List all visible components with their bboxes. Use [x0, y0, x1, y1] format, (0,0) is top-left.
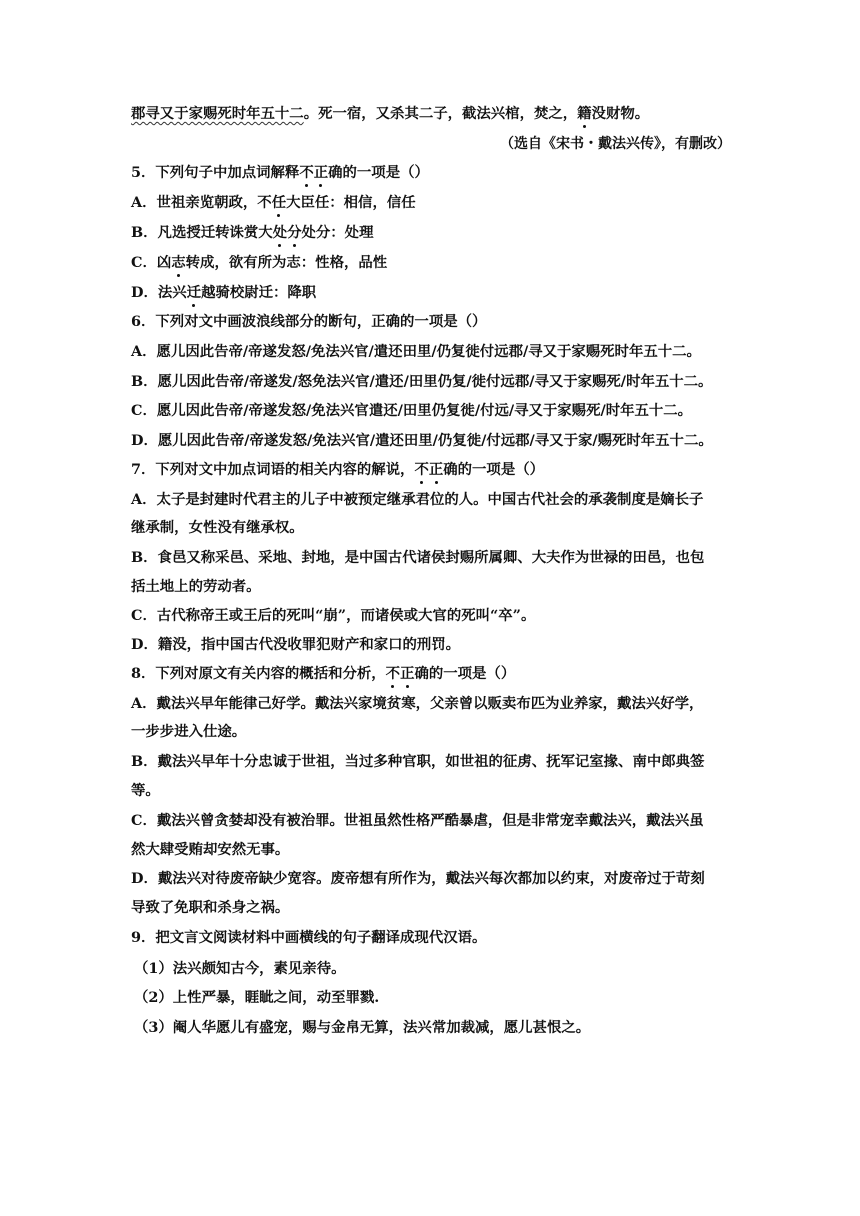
question-9-item-2: （2）上性严暴，睚眦之间，动至罪戮. — [134, 989, 380, 1006]
option-text: 处分：处理 — [301, 224, 374, 241]
question-6-option-a: A．愿儿因此告帝/帝遂发怒/免法兴官/遣还田里/仍复徙付远郡/寻又于家赐死时年五十二。 — [131, 343, 701, 360]
dotted-char: 不 — [385, 665, 401, 682]
question-6-option-b: B．愿儿因此告帝/帝遂发/怒免法兴官/遣还/田里仍复/徙付远郡/寻又于家赐死/时年五十二。 — [131, 373, 713, 390]
dotted-char: 不 — [414, 461, 429, 478]
stem-text: 5．下列句子中加点词解释 — [131, 164, 300, 181]
dotted-char: 正 — [400, 665, 415, 682]
question-7-option-c: C．古代称帝王或王后的死叫“崩”，而诸侯或大官的死叫“卒”。 — [131, 607, 536, 624]
option-text: 转成，欲有所为志：性格，品性 — [185, 254, 388, 271]
stem-text: 7．下列对文中加点词语的相关内容的解说， — [131, 461, 415, 478]
option-text: 大臣任：相信，信任 — [286, 194, 416, 211]
dotted-char: 正 — [313, 164, 329, 181]
question-8-option-c-cont: 然大肆受贿却安然无事。 — [131, 841, 290, 858]
question-6-stem: 6．下列对文中画波浪线部分的断句，正确的一项是（） — [131, 313, 487, 330]
option-text: 越骑校尉迁：降职 — [201, 284, 317, 301]
source-citation: （选自《宋书・戴法兴传》，有删改） — [500, 136, 731, 152]
option-text: C．凶 — [131, 254, 172, 271]
question-6-option-d: D．愿儿因此告帝/帝遂发怒/免法兴官/遣还田里/仍复徙/付远郡/寻又于家/赐死时年五十二。 — [131, 432, 713, 449]
question-9-item-3: （3）阉人华愿儿有盛宠，赐与金帛无算，法兴常加裁减，愿儿甚恨之。 — [134, 1019, 591, 1036]
dotted-char: 志 — [171, 254, 186, 271]
wavy-underlined-text: 郡寻又于家赐死时年五十二 — [131, 105, 304, 122]
question-8-option-a-cont: 一步步进入仕途。 — [131, 723, 247, 740]
question-8-option-d: D．戴法兴对待废帝缺少宽容。废帝想有所作为，戴法兴每次都加以约束，对废帝过于苛刻 — [131, 870, 705, 887]
dotted-char: 处 — [272, 224, 288, 241]
dotted-char: 不 — [299, 164, 314, 181]
passage-end-line — [131, 104, 731, 124]
dotted-char: 任 — [271, 194, 287, 211]
dotted-char: 迁 — [186, 284, 202, 301]
stem-text: 确的一项是（） — [443, 461, 544, 478]
question-7-option-b: B．食邑又称采邑、采地、封地，是中国古代诸侯封赐所属卿、大夫作为世禄的田邑，也包 — [131, 549, 705, 566]
question-5-stem — [131, 163, 731, 183]
dotted-char: 籍 — [577, 105, 592, 122]
stem-text: 确的一项是（） — [414, 665, 516, 682]
question-6-option-c: C．愿儿因此告帝/帝遂发怒/免法兴官遣还/田里仍复徙/付远/寻又于家赐死/时年五十二。 — [131, 402, 693, 419]
question-9-stem: 9．把文言文阅读材料中画横线的句子翻译成现代汉语。 — [131, 929, 487, 946]
question-7-option-b-cont: 括土地上的劳动者。 — [131, 578, 261, 595]
option-text: B．凡选授迁转诛赏大 — [131, 224, 273, 241]
question-5-option-d — [131, 283, 731, 303]
dotted-char: 正 — [428, 461, 444, 478]
passage-text-tail: 没财物。 — [591, 105, 650, 122]
question-8-option-b-cont: 等。 — [131, 782, 160, 799]
question-7-option-d: D．籍没，指中国古代没收罪犯财产和家口的刑罚。 — [131, 636, 461, 653]
question-7-stem — [131, 460, 731, 480]
passage-text: 。死一宿，又杀其二子，截法兴棺，焚之， — [303, 105, 578, 122]
question-8-option-b: B．戴法兴早年十分忠诚于世祖，当过多种官职，如世祖的征虏、抚军记室掾、南中郎典签 — [131, 753, 705, 770]
option-text: A．世祖亲览朝政，不 — [131, 194, 272, 211]
dotted-char: 分 — [287, 224, 302, 241]
question-8-option-a: A．戴法兴早年能律己好学。戴法兴家境贫寒，父亲曾以贩卖布匹为业养家，戴法兴好学， — [131, 695, 704, 712]
question-8-option-d-cont: 导致了免职和杀身之祸。 — [131, 899, 290, 916]
stem-text: 确的一项是（） — [328, 164, 429, 181]
stem-text: 8．下列对原文有关内容的概括和分析， — [131, 665, 386, 682]
question-7-option-a: A．太子是封建时代君主的儿子中被预定继承君位的人。中国古代社会的承袭制度是嫡长子 — [131, 491, 704, 508]
question-7-option-a-cont: 继承制，女性没有继承权。 — [131, 519, 304, 536]
question-5-option-c — [131, 253, 731, 273]
question-5-option-b — [131, 223, 731, 243]
question-5-option-a — [131, 193, 731, 213]
question-9-item-1: （1）法兴颇知古今，素见亲待。 — [134, 960, 346, 977]
question-8-stem — [131, 664, 731, 684]
question-8-option-c: C．戴法兴曾贪婪却没有被治罪。世祖虽然性格严酷暴虐，但是非常宠幸戴法兴，戴法兴虽 — [131, 812, 704, 829]
option-text: D．法兴 — [131, 284, 187, 301]
